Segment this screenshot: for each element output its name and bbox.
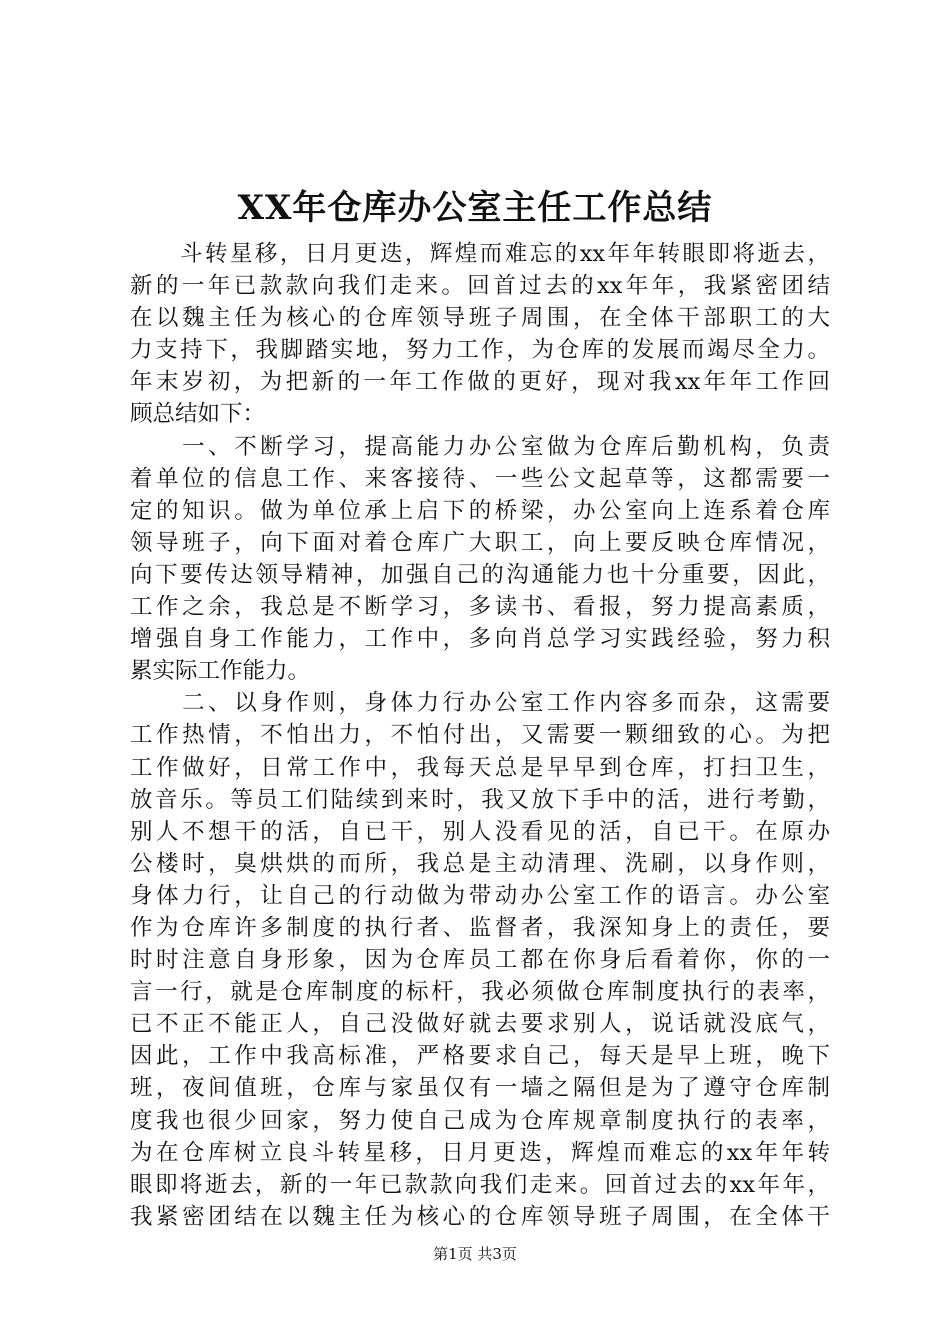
body-line: 工作热情，不怕出力，不怕付出，又需要一颗细致的心。为把 — [130, 722, 830, 749]
body-line: 二、以身作则，身体力行办公室工作内容多而杂，这需要 — [130, 690, 830, 717]
body-line: 工作做好，日常工作中，我每天总是早早到仓库，打扫卫生， — [130, 754, 830, 781]
body-line: 工作之余，我总是不断学习，多读书、看报，努力提高素质， — [130, 594, 830, 621]
body-line: 新的一年已款款向我们走来。回首过去的xx年年，我紧密团结 — [130, 273, 830, 300]
body-line: 放音乐。等员工们陆续到来时，我又放下手中的活，进行考勤， — [130, 786, 830, 813]
body-line: 公楼时，臭烘烘的而所，我总是主动清理、洗刷，以身作则， — [130, 850, 830, 877]
body-line: 着单位的信息工作、来客接待、一些公文起草等，这都需要一 — [130, 465, 830, 492]
body-line: 我紧密团结在以魏主任为核心的仓库领导班子周围，在全体干 — [130, 1203, 830, 1230]
body-line: 在以魏主任为核心的仓库领导班子周围，在全体干部职工的大 — [130, 305, 830, 332]
body-line: 增强自身工作能力，工作中，多向肖总学习实践经验，努力积 — [130, 626, 830, 653]
body-line: 时时注意自身形象，因为仓库员工都在你身后看着你，你的一 — [130, 947, 830, 974]
document-body — [130, 238, 830, 1233]
body-line: 度我也很少回家，努力使自己成为仓库规章制度执行的表率， — [130, 1107, 830, 1134]
body-line: 作为仓库许多制度的执行者、监督者，我深知身上的责任，要 — [130, 914, 830, 941]
body-line: 眼即将逝去，新的一年已款款向我们走来。回首过去的xx年年， — [130, 1171, 830, 1198]
body-line: 顾总结如下： — [130, 401, 266, 428]
body-line: 定的知识。做为单位承上启下的桥梁，办公室向上连系着仓库 — [130, 497, 830, 524]
page-footer: 第1页 共3页 — [433, 1245, 517, 1263]
body-line: 年末岁初，为把新的一年工作做的更好，现对我xx年年工作回 — [130, 369, 830, 396]
body-line: 累实际工作能力。 — [130, 658, 311, 685]
body-line: 向下要传达领导精神，加强自己的沟通能力也十分重要，因此， — [130, 561, 830, 588]
body-line: 领导班子，向下面对着仓库广大职工，向上要反映仓库情况， — [130, 529, 830, 556]
body-line: 已不正不能正人，自己没做好就去要求别人，说话就没底气， — [130, 1011, 830, 1038]
body-line: 别人不想干的活，自已干，别人没看见的活，自已干。在原办 — [130, 818, 830, 845]
body-line: 班，夜间值班，仓库与家虽仅有一墙之隔但是为了遵守仓库制 — [130, 1075, 830, 1102]
body-line: 斗转星移，日月更迭，辉煌而难忘的xx年年转眼即将逝去， — [130, 241, 830, 267]
document-title: XX年仓库办公室主任工作总结 — [237, 188, 713, 228]
body-line: 为在仓库树立良斗转星移，日月更迭，辉煌而难忘的xx年年转 — [130, 1139, 830, 1166]
body-line: 一、不断学习，提高能力办公室做为仓库后勤机构，负责 — [130, 433, 830, 460]
body-line: 因此，工作中我高标准，严格要求自己，每天是早上班，晚下 — [130, 1043, 830, 1070]
body-line: 身体力行，让自己的行动做为带动办公室工作的语言。办公室 — [130, 882, 830, 909]
body-line: 言一行，就是仓库制度的标杆，我必须做仓库制度执行的表率， — [130, 979, 830, 1006]
body-line: 力支持下，我脚踏实地，努力工作，为仓库的发展而竭尽全力。 — [130, 337, 830, 364]
